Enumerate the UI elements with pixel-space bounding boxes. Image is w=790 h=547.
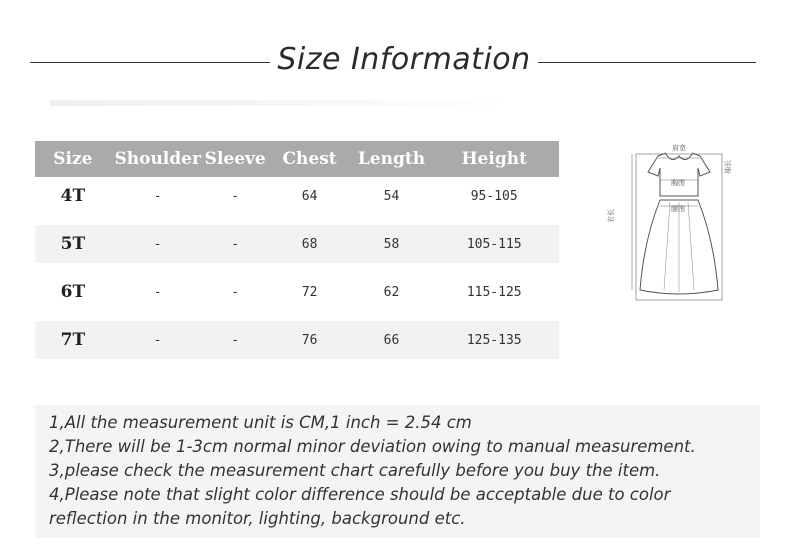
length-cell: 54	[383, 188, 400, 204]
height-cell: 115-125	[466, 284, 522, 300]
faint-background-text	[50, 100, 510, 106]
sleeve-cell: -	[231, 188, 240, 204]
header-size: Size	[35, 141, 111, 177]
length-cell: 62	[383, 284, 400, 300]
sleeve-cell: -	[205, 225, 266, 263]
note-line: 2,There will be 1-3cm normal minor deviation owing to manual measurement.	[49, 437, 696, 456]
note-line: 1,All the measurement unit is CM,1 inch = 2.54 cm	[49, 413, 472, 432]
shoulder-cell: -	[111, 225, 205, 263]
size-cell: 4T	[60, 186, 86, 206]
chest-cell: 72	[301, 284, 318, 300]
size-cell: 6T	[60, 282, 86, 302]
length-cell: 58	[353, 225, 429, 263]
shoulder-cell: -	[153, 284, 162, 300]
table-row	[35, 225, 559, 263]
dress-skirt-folds	[664, 202, 694, 292]
note-line: 3,please check the measurement chart carefully before you buy the item.	[49, 461, 661, 480]
size-table	[35, 141, 559, 359]
header-length: Length	[353, 141, 429, 177]
height-cell: 125-135	[429, 321, 559, 359]
table-row	[35, 273, 559, 311]
note-line: 4,Please note that slight color difference should be acceptable due to color	[49, 485, 671, 504]
header-sleeve: Sleeve	[205, 141, 266, 177]
height-cell: 105-115	[429, 225, 559, 263]
size-cell: 7T	[35, 321, 111, 359]
header-height: Height	[429, 141, 559, 177]
note-line: reflection in the monitor, lighting, background etc.	[49, 509, 466, 528]
page-title: Size Information	[277, 42, 531, 77]
notes-box	[35, 405, 760, 538]
header-shoulder: Shoulder	[111, 141, 205, 177]
header-chest: Chest	[266, 141, 354, 177]
chest-cell: 68	[266, 225, 354, 263]
shoulder-cell: -	[153, 188, 162, 204]
sleeve-cell: -	[205, 321, 266, 359]
height-cell: 95-105	[470, 188, 518, 204]
shoulder-cell: -	[111, 321, 205, 359]
length-label: 衣长	[607, 209, 615, 223]
title-section	[0, 38, 790, 86]
sleeve-label: 袖长	[724, 160, 732, 174]
size-cell: 5T	[35, 225, 111, 263]
dress-diagram	[607, 140, 744, 308]
length-cell: 66	[353, 321, 429, 359]
table-row	[35, 177, 559, 215]
dress-collar	[666, 154, 692, 160]
shoulder-label: 肩宽	[672, 144, 686, 152]
title-rule-right	[538, 62, 756, 63]
sleeve-cell: -	[231, 284, 240, 300]
chest-cell: 76	[266, 321, 354, 359]
chest-label: 胸围	[671, 179, 685, 187]
title-rule-left	[30, 62, 270, 63]
table-row	[35, 321, 559, 359]
waist-label: 腰围	[671, 205, 685, 213]
size-table-header	[35, 141, 559, 177]
chest-cell: 64	[301, 188, 318, 204]
